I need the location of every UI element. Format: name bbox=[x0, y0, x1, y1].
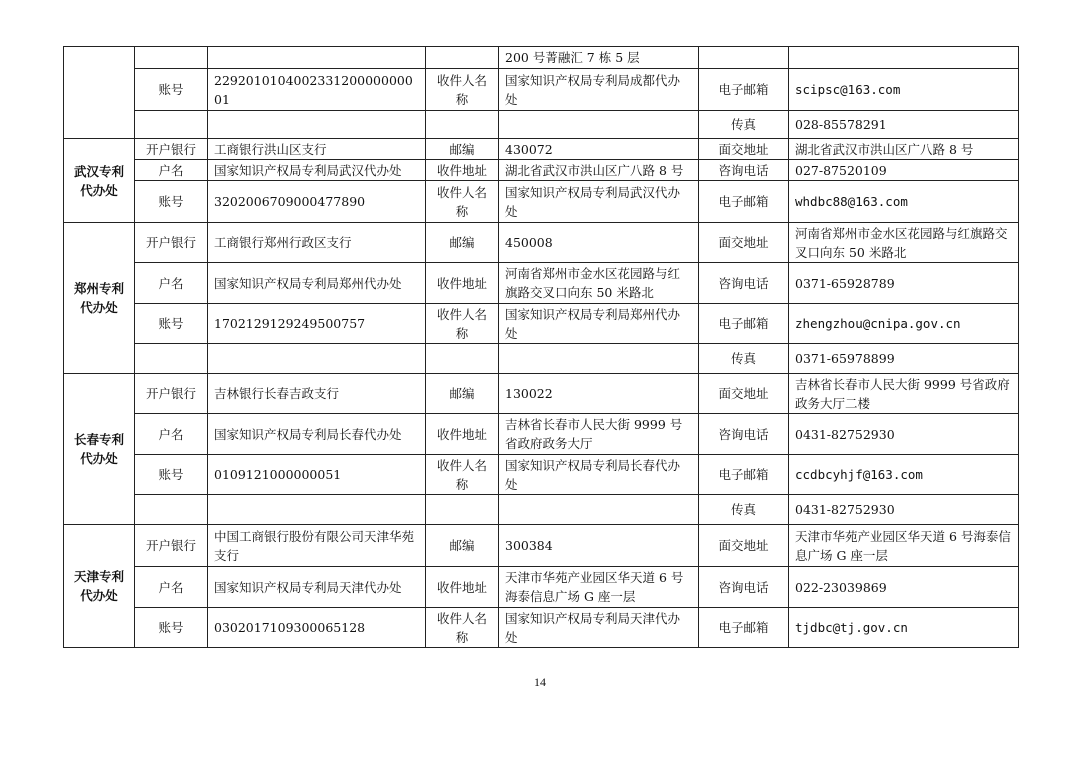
table-row bbox=[64, 304, 1019, 344]
phone-cell: 0431-82752930 bbox=[789, 414, 1019, 455]
email-cell: scipsc@163.com bbox=[789, 69, 1019, 111]
recipient-cell: 国家知识产权局专利局成都代办处 bbox=[499, 69, 699, 111]
label-account-name: 户名 bbox=[135, 567, 208, 608]
label-phone: 咨询电话 bbox=[699, 567, 789, 608]
label-bank: 开户银行 bbox=[135, 374, 208, 414]
label-phone: 咨询电话 bbox=[699, 414, 789, 455]
account-name-cell: 国家知识产权局专利局郑州代办处 bbox=[208, 263, 426, 304]
table-row bbox=[64, 263, 1019, 304]
label-mail-address: 收件地址 bbox=[426, 567, 499, 608]
table-row bbox=[64, 139, 1019, 160]
label-submit-address: 面交地址 bbox=[699, 374, 789, 414]
bank-cell: 工商银行郑州行政区支行 bbox=[208, 223, 426, 263]
account-no-cell: 3202006709000477890 bbox=[208, 181, 426, 223]
label-fax: 传真 bbox=[699, 495, 789, 525]
office-name-changchun: 长春专利代办处 bbox=[64, 374, 135, 525]
label-mail-address: 收件地址 bbox=[426, 160, 499, 181]
office-name-cell bbox=[64, 47, 135, 139]
label-mail-address: 收件地址 bbox=[426, 414, 499, 455]
table-row bbox=[64, 414, 1019, 455]
label-postcode: 邮编 bbox=[426, 223, 499, 263]
label-account-name: 户名 bbox=[135, 160, 208, 181]
label-bank: 开户银行 bbox=[135, 525, 208, 567]
email-cell: zhengzhou@cnipa.gov.cn bbox=[789, 304, 1019, 344]
label-account-name: 户名 bbox=[135, 263, 208, 304]
email-cell: ccdbcyhjf@163.com bbox=[789, 455, 1019, 495]
submit-address-cell: 吉林省长春市人民大街 9999 号省政府政务大厅二楼 bbox=[789, 374, 1019, 414]
table-row bbox=[64, 69, 1019, 111]
label-mail-address: 收件地址 bbox=[426, 263, 499, 304]
postcode-cell: 300384 bbox=[499, 525, 699, 567]
label-email: 电子邮箱 bbox=[699, 455, 789, 495]
label-account-name: 户名 bbox=[135, 414, 208, 455]
label-bank: 开户银行 bbox=[135, 139, 208, 160]
submit-address-cell: 天津市华苑产业园区华天道 6 号海泰信息广场 G 座一层 bbox=[789, 525, 1019, 567]
account-name-cell: 国家知识产权局专利局武汉代办处 bbox=[208, 160, 426, 181]
table-row bbox=[64, 47, 1019, 69]
office-name-wuhan: 武汉专利代办处 bbox=[64, 139, 135, 223]
mail-address-cell: 天津市华苑产业园区华天道 6 号海泰信息广场 G 座一层 bbox=[499, 567, 699, 608]
label-account-no: 账号 bbox=[135, 69, 208, 111]
mail-address-cell: 湖北省武汉市洪山区广八路 8 号 bbox=[499, 160, 699, 181]
recipient-cell: 国家知识产权局专利局天津代办处 bbox=[499, 608, 699, 648]
label-account-no: 账号 bbox=[135, 608, 208, 648]
mail-address-cell: 吉林省长春市人民大街 9999 号省政府政务大厅 bbox=[499, 414, 699, 455]
label-postcode: 邮编 bbox=[426, 525, 499, 567]
label-submit-address: 面交地址 bbox=[699, 525, 789, 567]
label-recipient: 收件人名称 bbox=[426, 608, 499, 648]
label-email: 电子邮箱 bbox=[699, 304, 789, 344]
table-row bbox=[64, 181, 1019, 223]
label-recipient: 收件人名称 bbox=[426, 455, 499, 495]
phone-cell: 027-87520109 bbox=[789, 160, 1019, 181]
label-postcode: 邮编 bbox=[426, 139, 499, 160]
account-no-cell: 0302017109300065128 bbox=[208, 608, 426, 648]
email-cell: whdbc88@163.com bbox=[789, 181, 1019, 223]
table-row bbox=[64, 567, 1019, 608]
fax-cell: 028-85578291 bbox=[789, 111, 1019, 139]
postcode-cell: 430072 bbox=[499, 139, 699, 160]
table-row bbox=[64, 608, 1019, 648]
submit-address-cell: 湖北省武汉市洪山区广八路 8 号 bbox=[789, 139, 1019, 160]
mail-address-cell: 200 号菁融汇 7 栋 5 层 bbox=[499, 47, 699, 69]
label-email: 电子邮箱 bbox=[699, 608, 789, 648]
table-row bbox=[64, 160, 1019, 181]
account-name-cell: 国家知识产权局专利局长春代办处 bbox=[208, 414, 426, 455]
label-recipient: 收件人名称 bbox=[426, 69, 499, 111]
label-fax: 传真 bbox=[699, 111, 789, 139]
table-row bbox=[64, 495, 1019, 525]
account-no-cell: 1702129129249500757 bbox=[208, 304, 426, 344]
table-row bbox=[64, 374, 1019, 414]
postcode-cell: 130022 bbox=[499, 374, 699, 414]
bank-cell: 中国工商银行股份有限公司天津华苑支行 bbox=[208, 525, 426, 567]
label-phone: 咨询电话 bbox=[699, 160, 789, 181]
label-fax: 传真 bbox=[699, 344, 789, 374]
postcode-cell: 450008 bbox=[499, 223, 699, 263]
label-phone: 咨询电话 bbox=[699, 263, 789, 304]
fax-cell: 0431-82752930 bbox=[789, 495, 1019, 525]
account-name-cell: 国家知识产权局专利局天津代办处 bbox=[208, 567, 426, 608]
recipient-cell: 国家知识产权局专利局郑州代办处 bbox=[499, 304, 699, 344]
page-number: 14 bbox=[534, 675, 546, 689]
label-submit-address: 面交地址 bbox=[699, 139, 789, 160]
label-email: 电子邮箱 bbox=[699, 181, 789, 223]
recipient-cell: 国家知识产权局专利局武汉代办处 bbox=[499, 181, 699, 223]
table-row bbox=[64, 223, 1019, 263]
label-account-no: 账号 bbox=[135, 181, 208, 223]
fax-cell: 0371-65978899 bbox=[789, 344, 1019, 374]
label-recipient: 收件人名称 bbox=[426, 304, 499, 344]
mail-address-cell: 河南省郑州市金水区花园路与红旗路交叉口向东 50 米路北 bbox=[499, 263, 699, 304]
label-postcode: 邮编 bbox=[426, 374, 499, 414]
label-account-no: 账号 bbox=[135, 304, 208, 344]
phone-cell: 0371-65928789 bbox=[789, 263, 1019, 304]
table-row bbox=[64, 344, 1019, 374]
bank-cell: 工商银行洪山区支行 bbox=[208, 139, 426, 160]
email-cell: tjdbc@tj.gov.cn bbox=[789, 608, 1019, 648]
phone-cell: 022-23039869 bbox=[789, 567, 1019, 608]
account-no-cell: 0109121000000051 bbox=[208, 455, 426, 495]
label-bank: 开户银行 bbox=[135, 223, 208, 263]
patent-office-table bbox=[63, 46, 1019, 648]
recipient-cell: 国家知识产权局专利局长春代办处 bbox=[499, 455, 699, 495]
label-email: 电子邮箱 bbox=[699, 69, 789, 111]
office-name-tianjin: 天津专利代办处 bbox=[64, 525, 135, 648]
label-account-no: 账号 bbox=[135, 455, 208, 495]
office-name-zhengzhou: 郑州专利代办处 bbox=[64, 223, 135, 374]
table-row bbox=[64, 111, 1019, 139]
submit-address-cell: 河南省郑州市金水区花园路与红旗路交叉口向东 50 米路北 bbox=[789, 223, 1019, 263]
bank-cell: 吉林银行长春吉政支行 bbox=[208, 374, 426, 414]
table-row bbox=[64, 455, 1019, 495]
label-submit-address: 面交地址 bbox=[699, 223, 789, 263]
label-recipient: 收件人名称 bbox=[426, 181, 499, 223]
table-row bbox=[64, 525, 1019, 567]
account-no-cell: 229201010400233120000000001 bbox=[208, 69, 426, 111]
